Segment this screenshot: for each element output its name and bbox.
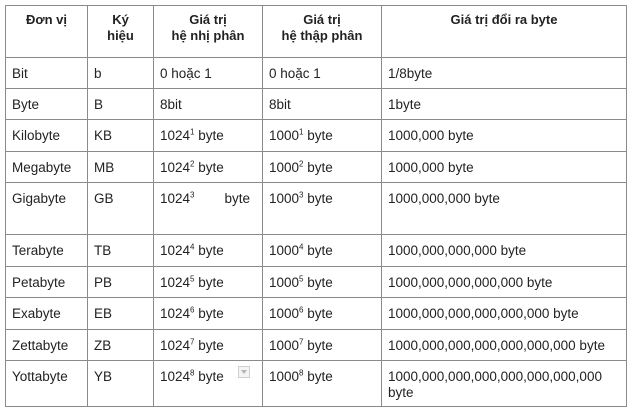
binary-base: 1024: [160, 338, 191, 353]
cell-symbol: PB: [88, 267, 154, 298]
header-binary: [154, 6, 263, 58]
decimal-suffix: byte: [303, 275, 333, 290]
decimal-exponent: 3: [299, 190, 304, 200]
cell-unit: Megabyte: [6, 152, 88, 183]
cell-bytes: 1000,000,000,000,000,000,000 byte: [382, 330, 627, 361]
header-binary-line2: hệ nhị phân: [171, 28, 245, 43]
table-row: [6, 58, 627, 89]
decimal-suffix: byte: [303, 128, 333, 143]
decimal-exponent: 2: [299, 159, 304, 169]
table-row: [6, 361, 627, 407]
header-symbol: [88, 6, 154, 58]
cell-bytes: 1000,000,000,000 byte: [382, 235, 627, 267]
decimal-base: 1000: [269, 306, 300, 321]
decimal-exponent: 6: [299, 305, 304, 315]
binary-suffix: byte: [224, 191, 251, 206]
cell-decimal: [263, 267, 382, 298]
decimal-exponent: 4: [299, 242, 304, 252]
cell-unit: Kilobyte: [6, 120, 88, 152]
decimal-exponent: 5: [299, 274, 304, 284]
cell-bytes: 1000,000,000,000,000 byte: [382, 267, 627, 298]
cell-unit: Byte: [6, 89, 88, 120]
header-decimal-line2: hệ thập phân: [281, 28, 363, 43]
cell-decimal: [263, 152, 382, 183]
header-symbol-line2: hiệu: [107, 28, 134, 43]
cell-decimal: [263, 120, 382, 152]
cell-decimal: [263, 183, 382, 235]
decimal-suffix: byte: [303, 160, 333, 175]
cell-symbol: b: [88, 58, 154, 89]
binary-exponent: 4: [190, 242, 195, 252]
cell-binary: [154, 120, 263, 152]
cell-symbol: B: [88, 89, 154, 120]
header-row: [6, 6, 627, 58]
binary-suffix: byte: [194, 338, 224, 353]
table-row: [6, 89, 627, 120]
binary-suffix: byte: [194, 306, 224, 321]
cell-symbol: MB: [88, 152, 154, 183]
cell-decimal: [263, 235, 382, 267]
cell-binary: [154, 183, 263, 235]
header-unit: [6, 6, 88, 58]
binary-suffix: byte: [194, 275, 224, 290]
cell-unit: Terabyte: [6, 235, 88, 267]
cell-binary: [154, 298, 263, 330]
header-bytes: [382, 6, 627, 58]
binary-base: 1024: [160, 128, 191, 143]
cell-unit: Zettabyte: [6, 330, 88, 361]
decimal-base: 1000: [269, 338, 300, 353]
table-row: [6, 330, 627, 361]
cell-binary: 0 hoặc 1: [154, 58, 263, 89]
cell-bytes: 1000,000,000,000,000,000 byte: [382, 298, 627, 330]
header-decimal: [263, 6, 382, 58]
header-bytes-label: Giá trị đổi ra byte: [450, 12, 558, 27]
decimal-base: 1000: [269, 160, 300, 175]
decimal-base: 1000: [269, 275, 300, 290]
cell-unit: Yottabyte: [6, 361, 88, 407]
cell-binary: [154, 361, 263, 407]
header-unit-label: Đơn vị: [25, 12, 68, 27]
binary-exponent: 6: [190, 305, 195, 315]
bytes-line1: 1000,000,000,000,000,000,000,000: [388, 369, 602, 384]
cell-decimal: 8bit: [263, 89, 382, 120]
cell-unit: Petabyte: [6, 267, 88, 298]
table-row: [6, 298, 627, 330]
decimal-exponent: 7: [299, 337, 304, 347]
binary-base: 1024: [160, 191, 191, 206]
binary-suffix: byte: [194, 160, 224, 175]
decimal-suffix: byte: [303, 243, 333, 258]
binary-exponent: 7: [190, 337, 195, 347]
decimal-exponent: 1: [299, 127, 304, 137]
binary-exponent: 1: [190, 127, 195, 137]
binary-exponent: 3: [190, 190, 195, 200]
cell-symbol: YB: [88, 361, 154, 407]
cell-binary: [154, 330, 263, 361]
cell-symbol: GB: [88, 183, 154, 235]
binary-suffix: byte: [194, 369, 224, 384]
binary-exponent: 5: [190, 274, 195, 284]
cell-decimal: 0 hoặc 1: [263, 58, 382, 89]
cell-dropdown-icon[interactable]: [238, 366, 250, 378]
bytes-line2: byte: [388, 385, 414, 400]
header-decimal-line1: Giá trị: [303, 12, 341, 27]
binary-base: 1024: [160, 306, 191, 321]
binary-suffix: byte: [194, 128, 224, 143]
cell-decimal: [263, 298, 382, 330]
cell-unit: Gigabyte: [6, 183, 88, 235]
storage-units-table: [5, 5, 627, 407]
cell-symbol: EB: [88, 298, 154, 330]
decimal-base: 1000: [269, 191, 300, 206]
binary-exponent: 8: [190, 368, 195, 378]
cell-bytes: 1byte: [382, 89, 627, 120]
binary-base: 1024: [160, 369, 191, 384]
table-row: [6, 267, 627, 298]
table-row: [6, 152, 627, 183]
binary-exponent: 2: [190, 159, 195, 169]
binary-suffix: byte: [194, 243, 224, 258]
decimal-base: 1000: [269, 243, 300, 258]
cell-binary: 8bit: [154, 89, 263, 120]
decimal-suffix: byte: [303, 191, 333, 206]
cell-bytes: 1000,000 byte: [382, 120, 627, 152]
cell-unit: Exabyte: [6, 298, 88, 330]
cell-decimal: [263, 330, 382, 361]
header-binary-line1: Giá trị: [189, 12, 227, 27]
decimal-suffix: byte: [303, 306, 333, 321]
cell-unit: Bit: [6, 58, 88, 89]
cell-symbol: TB: [88, 235, 154, 267]
cell-symbol: KB: [88, 120, 154, 152]
table-row: [6, 120, 627, 152]
cell-binary: [154, 267, 263, 298]
cell-bytes: [382, 361, 627, 407]
decimal-exponent: 8: [299, 368, 304, 378]
binary-base: 1024: [160, 243, 191, 258]
table-row: [6, 235, 627, 267]
binary-base: 1024: [160, 160, 191, 175]
cell-symbol: ZB: [88, 330, 154, 361]
binary-base: 1024: [160, 275, 191, 290]
decimal-base: 1000: [269, 128, 300, 143]
cell-binary: [154, 235, 263, 267]
table-row: [6, 183, 627, 235]
cell-decimal: [263, 361, 382, 407]
decimal-suffix: byte: [303, 338, 333, 353]
cell-bytes: 1000,000,000 byte: [382, 183, 627, 235]
cell-binary: [154, 152, 263, 183]
header-symbol-line1: Ký: [112, 12, 129, 27]
decimal-base: 1000: [269, 369, 300, 384]
cell-bytes: 1000,000 byte: [382, 152, 627, 183]
decimal-suffix: byte: [303, 369, 333, 384]
cell-bytes: 1/8byte: [382, 58, 627, 89]
